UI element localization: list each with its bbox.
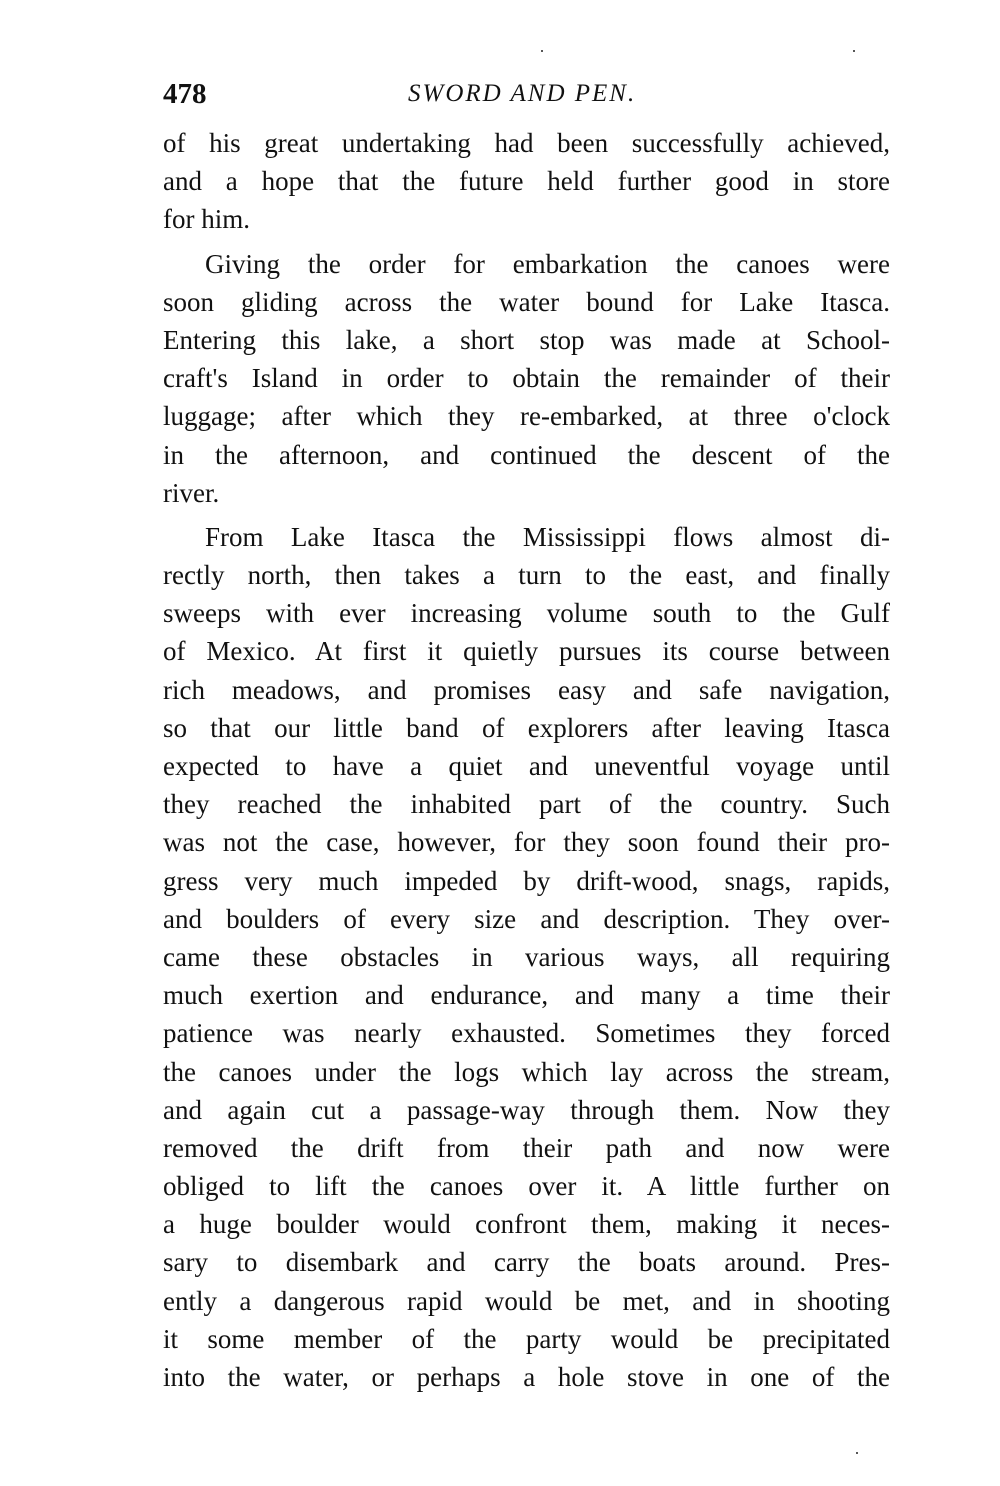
running-head: SWORD AND PEN. [408, 80, 637, 107]
text-line: and a hope that the future held further good in store [163, 166, 890, 197]
text-line: for him. [163, 204, 250, 235]
page-header [163, 78, 890, 118]
text-line: Giving the order for embarkation the canoes were [205, 248, 890, 279]
text-line: rectly north, then takes a turn to the east, and finally [163, 560, 890, 591]
text-line: craft's Island in order to obtain the remainder of their [163, 363, 890, 394]
text-line: was not the case, however, for they soon found their pro- [163, 827, 890, 858]
text-line: and again cut a passage-way through them. Now they [163, 1094, 890, 1125]
paragraph [163, 245, 890, 512]
page-number: 478 [163, 78, 207, 110]
text-line: luggage; after which they re-embarked, at three o'clock [163, 401, 890, 432]
body-text [163, 124, 890, 1396]
text-line: ently a dangerous rapid would be met, and in shooting [163, 1285, 890, 1316]
text-line: Entering this lake, a short stop was made at School- [163, 324, 890, 355]
text-line: removed the drift from their path and now were [163, 1132, 890, 1163]
text-line: into the water, or perhaps a hole stove in one of the [163, 1362, 890, 1392]
text-line: obliged to lift the canoes over it. A little further on [163, 1171, 890, 1202]
text-line: river. [163, 477, 220, 508]
paragraph [163, 518, 890, 1396]
scan-speck [853, 50, 855, 52]
text-line: From Lake Itasca the Mississippi flows almost di- [205, 521, 890, 552]
text-line: much exertion and endurance, and many a time their [163, 980, 890, 1011]
text-line: rich meadows, and promises easy and safe navigation, [163, 674, 890, 705]
paragraph [163, 124, 890, 239]
text-line: sary to disembark and carry the boats around. Pres- [163, 1247, 890, 1278]
text-line: expected to have a quiet and uneventful voyage until [163, 751, 890, 781]
text-line: it some member of the party would be precipitated [163, 1323, 890, 1354]
text-line: of Mexico. At first it quietly pursues its course between [163, 636, 890, 667]
text-line: patience was nearly exhausted. Sometimes they forced [163, 1018, 890, 1049]
text-line: came these obstacles in various ways, all requiring [163, 941, 890, 972]
text-line: soon gliding across the water bound for Lake Itasca. [163, 286, 890, 317]
text-line: gress very much impeded by drift-wood, snags, rapids, [163, 865, 890, 896]
text-line: they reached the inhabited part of the country. Such [163, 789, 890, 820]
scan-speck [541, 50, 543, 52]
text-line: the canoes under the logs which lay across the stream, [163, 1056, 890, 1087]
text-line: sweeps with ever increasing volume south to the Gulf [163, 598, 890, 629]
text-line: in the afternoon, and continued the descent of the [163, 439, 890, 470]
text-line: a huge boulder would confront them, making it neces- [163, 1209, 890, 1240]
scan-speck [856, 1452, 858, 1454]
text-line: of his great undertaking had been successfully achieved, [163, 128, 890, 158]
text-line: so that our little band of explorers after leaving Itasca [163, 712, 890, 743]
text-line: and boulders of every size and description. They over- [163, 903, 890, 934]
